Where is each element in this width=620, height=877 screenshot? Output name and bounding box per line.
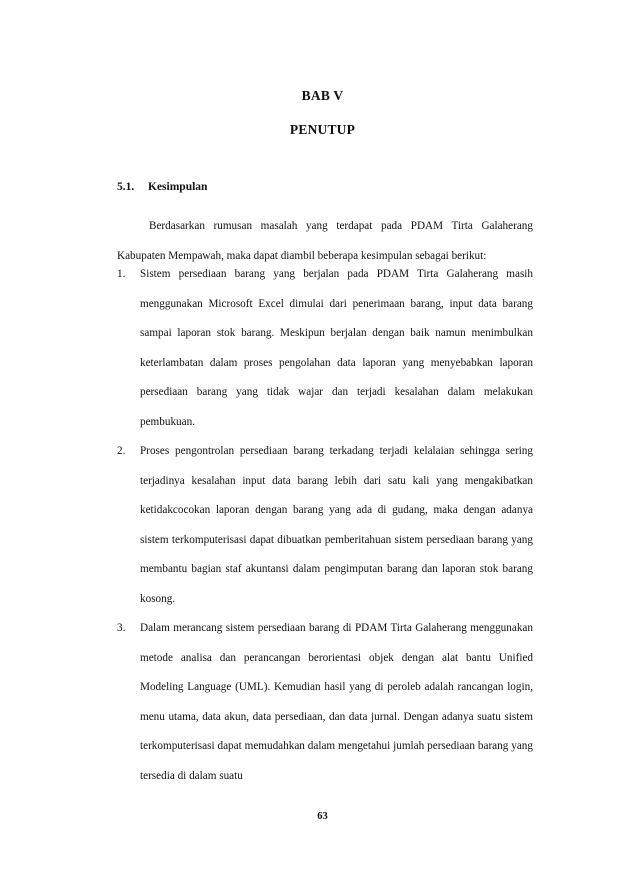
- intro-paragraph: Berdasarkan rumusan masalah yang terdapat pada PDAM Tirta Galaherang Kabupaten Mempawah, maka dapat diambil beberapa kesimpulan sebagai berikut:: [117, 220, 533, 262]
- list-item-number: 2.: [117, 445, 126, 457]
- list-item-number: 1.: [117, 268, 126, 280]
- list-item-text: Sistem persediaan barang yang berjalan pada PDAM Tirta Galaherang masih menggunakan Microsoft Excel dimulai dari penerimaan barang, input data barang sampai laporan stok barang. Meskipun berjalan dengan baik namun menimbulkan keterlambatan dalam proses pengolahan data laporan yang menyebabkan laporan persediaan barang yang tidak wajar dan terjadi kesalahan dalam melakukan pembukuan.: [140, 268, 533, 428]
- conclusion-list: [117, 260, 533, 791]
- chapter-heading: BAB V: [301, 88, 344, 103]
- list-item: [117, 260, 533, 437]
- section-number: 5.1.: [117, 181, 135, 193]
- list-item-text: Dalam merancang sistem persediaan barang di PDAM Tirta Galaherang menggunakan metode analisa dan perancangan berorientasi objek dengan alat bantu Unified Modeling Language (UML). Kemudian hasil yang di peroleb adalah rancangan login, menu utama, data akun, data persediaan, dan data jurnal. Dengan adanya suatu sistem terkomputerisasi dapat memudahkan dalam mengetahui jumlah persediaan barang yang tersedia di dalam suatu: [140, 622, 533, 782]
- list-item-number: 3.: [117, 622, 126, 634]
- list-item-text: Proses pengontrolan persediaan barang terkadang terjadi kelalaian sehingga sering terjadinya kesalahan input data barang lebih dari satu kali yang mengakibatkan ketidakcocokan laporan dengan barang yang ada di gudang, maka dengan adanya sistem terkomputerisasi dapat dibuatkan pemberitahuan sistem persediaan barang yang membantu bagian staf akuntansi dalam pengimputan barang dan laporan stok barang kosong.: [140, 445, 533, 605]
- list-item: [117, 614, 533, 791]
- section-heading: [117, 181, 207, 193]
- section-title: Kesimpulan: [148, 181, 208, 193]
- page-number: 63: [317, 811, 328, 822]
- chapter-title: PENUTUP: [289, 122, 356, 137]
- list-item: [117, 437, 533, 614]
